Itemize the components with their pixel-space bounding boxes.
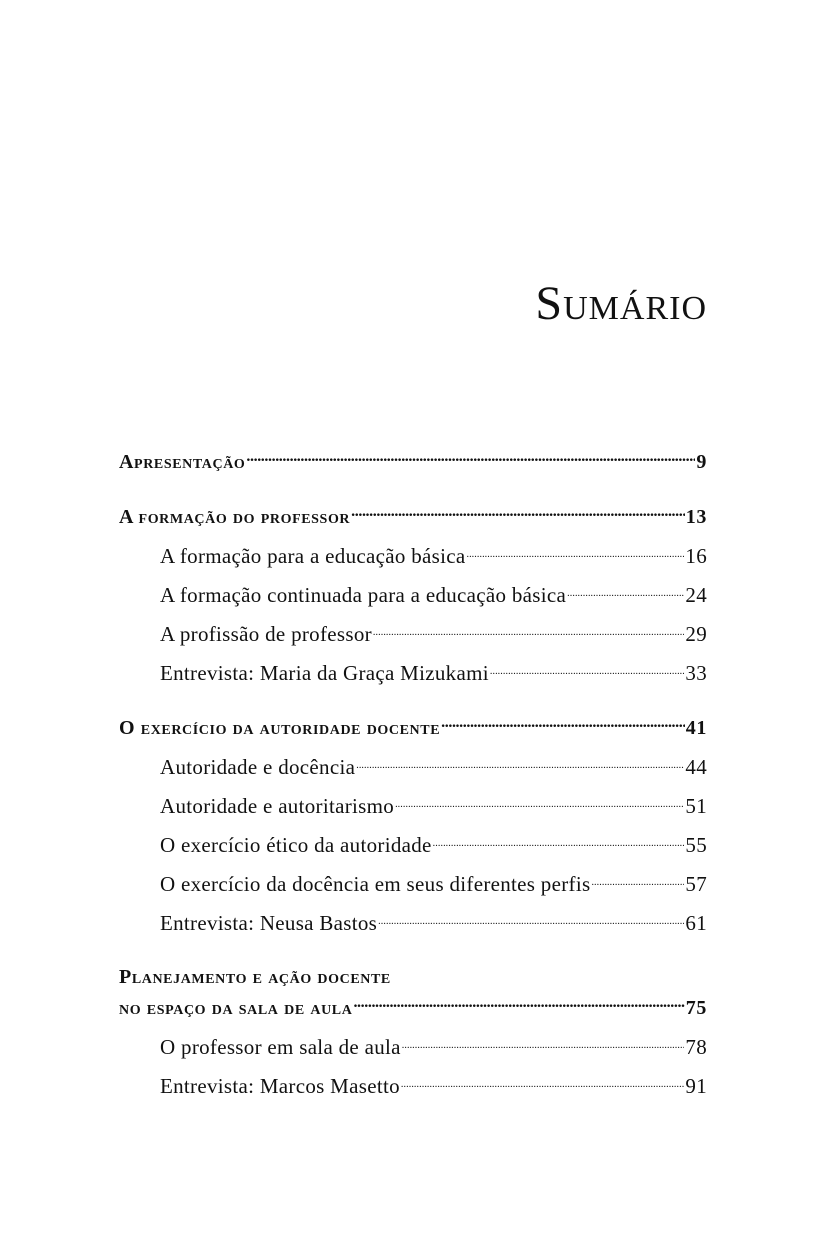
toc-subentry[interactable]: [160, 659, 707, 686]
toc-subentry[interactable]: [160, 581, 707, 608]
dot-leader: [378, 909, 684, 930]
toc-entry-label: O exercício da docência em seus diferentes perfis: [160, 872, 591, 896]
page-title: Sumário: [535, 277, 707, 330]
toc-entry-label: Autoridade e docência: [160, 755, 356, 779]
toc-subentry[interactable]: [160, 542, 707, 569]
dot-leader: [466, 542, 684, 563]
toc-page-number: 24: [685, 583, 707, 607]
toc-entry-label: A profissão de professor: [160, 622, 372, 646]
dot-leader: [441, 714, 685, 734]
toc-entry-label: A formação para a educação básica: [160, 544, 466, 568]
toc-subentry[interactable]: [160, 620, 707, 647]
toc-entry-label: Apresentação: [119, 451, 246, 473]
toc-subentry[interactable]: [160, 792, 707, 819]
toc-subentry[interactable]: [160, 1072, 707, 1099]
toc-page-number: 33: [685, 661, 707, 685]
toc-entry-formacao[interactable]: [119, 503, 707, 529]
toc-subentry[interactable]: [160, 1033, 707, 1060]
dot-leader: [591, 870, 684, 891]
dot-leader: [353, 994, 684, 1014]
toc-page-number: 55: [685, 833, 707, 857]
toc-subentry[interactable]: [160, 909, 707, 936]
toc-page-number: 78: [685, 1035, 707, 1059]
toc-page-number: 16: [685, 544, 707, 568]
dot-leader: [373, 620, 684, 641]
toc-entry-label: Entrevista: Neusa Bastos: [160, 911, 378, 935]
toc-entry-label: Entrevista: Maria da Graça Mizukami: [160, 661, 489, 685]
toc-entry-label: no espaço da sala de aula: [119, 997, 353, 1019]
dot-leader: [433, 831, 685, 852]
toc-page-number: 29: [685, 622, 707, 646]
dot-leader: [567, 581, 684, 602]
toc-entry-label: A formação continuada para a educação básica: [160, 583, 567, 607]
dot-leader: [490, 659, 685, 680]
toc-page-number: 75: [685, 997, 707, 1019]
toc-entry-label: Entrevista: Marcos Masetto: [160, 1074, 400, 1098]
toc-subentry[interactable]: [160, 753, 707, 780]
toc-page-number: 57: [685, 872, 707, 896]
toc-page-number: 41: [685, 717, 707, 739]
toc-entry-label: O exercício ético da autoridade: [160, 833, 432, 857]
toc-entry-autoridade[interactable]: [119, 714, 707, 740]
toc-subentry[interactable]: [160, 831, 707, 858]
toc-entry-apresentacao[interactable]: [119, 448, 707, 474]
toc-page-number: 13: [685, 506, 707, 528]
toc-entry-label: Autoridade e autoritarismo: [160, 794, 395, 818]
dot-leader: [356, 753, 684, 774]
dot-leader: [402, 1033, 685, 1054]
dot-leader: [401, 1072, 684, 1093]
toc-entry-planejamento[interactable]: [119, 994, 707, 1020]
dot-leader: [246, 448, 695, 468]
toc-page-number: 91: [685, 1074, 707, 1098]
toc-entry-label: A formação do professor: [119, 506, 351, 528]
toc-entry-planejamento-line1[interactable]: Planejamento e ação docente: [119, 966, 391, 988]
toc-page-number: 44: [685, 755, 707, 779]
dot-leader: [351, 503, 685, 523]
toc-entry-label: O exercício da autoridade docente: [119, 717, 441, 739]
toc-page-number: 9: [696, 451, 707, 473]
toc-subentry[interactable]: [160, 870, 707, 897]
dot-leader: [395, 792, 684, 813]
toc-page-number: 51: [685, 794, 707, 818]
toc-entry-label: O professor em sala de aula: [160, 1035, 401, 1059]
toc-page-number: 61: [685, 911, 707, 935]
